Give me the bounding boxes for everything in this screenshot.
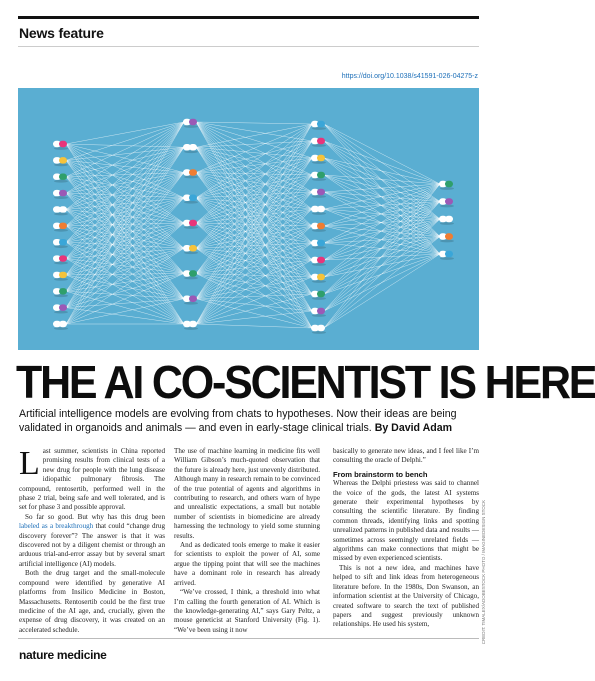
headline: THE AI CO-SCIENTIST IS HERE [16, 356, 595, 409]
section-label: News feature [19, 25, 104, 41]
pill-capsule-icon [311, 308, 326, 317]
paragraph: basically to generate new ideas, and I feel like I’m consulting the oracle of Delphi.” [333, 447, 479, 465]
pill-capsule-icon [311, 172, 326, 181]
pill-capsule-icon [53, 288, 68, 297]
doi-link[interactable]: https://doi.org/10.1038/s41591-026-04275-z [341, 73, 478, 80]
header-divider [18, 46, 479, 47]
paragraph: This is not a new idea, and machines have helped to sift and link ideas from heterogeneous literature before. In the 1980s, Don Swanson, an information scientist at the University of Chicago, created software to search the text of published papers and suggest previously unknown relationships. He used his system, [333, 563, 479, 629]
connection-lines [66, 122, 440, 328]
paragraph: So far so good. But why has this drug been labeled as a breakthrough that could “change drug discovery forever”? The answer is that it was discovered not by a diligent chemist or through an arduous trial-and-error assay but by several smart artificial intelligence (AI) models. [19, 512, 165, 568]
pill-capsule-icon [311, 121, 326, 130]
pill-capsule-icon [53, 141, 68, 150]
pill-capsule-icon [183, 144, 198, 153]
paragraph: “We’ve crossed, I think, a threshold into what I’m calling the fourth generation of AI. Which is the knowledge-generating AI,” says Gary Peltz, a mouse geneticist at Stanford University (Fig. 1). “We’ve been using it now [174, 588, 320, 634]
pill-capsule-icon [183, 270, 198, 279]
pill-capsule-icon [53, 239, 68, 248]
pill-network-illustration [18, 88, 479, 350]
standfirst [19, 408, 479, 435]
pill-capsule-icon [311, 223, 326, 232]
footer-divider [18, 638, 479, 639]
pill-capsule-icon [311, 274, 326, 283]
pill-capsule-icon [311, 189, 326, 198]
paragraph: Last summer, scientists in China reported promising results from clinical tests of a new drug for people with the lung disease idiopathic pulmonary fibrosis. The compound, rentosertib, performed well in the phase 2 trial, being safe and well tolerated, and is set for phase 3 and possible approval. [19, 445, 165, 512]
pill-capsule-icon [183, 169, 198, 178]
pill-capsule-icon [439, 251, 454, 260]
pill-capsule-icon [53, 304, 68, 313]
pill-capsule-icon [183, 321, 198, 330]
pill-capsule-icon [311, 138, 326, 147]
pill-capsule-icon [311, 206, 326, 215]
journal-name: nature medicine [19, 648, 107, 662]
standfirst-text: Artificial intelligence models are evolving from chats to hypotheses. Now their ideas are being validated in organoids and animals — and even in early-stage clinical trials. [19, 408, 457, 434]
body-column-1 [19, 447, 165, 635]
pill-capsule-icon [311, 325, 326, 334]
body-column-2 [174, 447, 320, 635]
paragraph: Both the drug target and the small-molecule compound were identified by generative AI platforms from Insilico Medicine in Boston, Massachusetts. Rentosertib could be the first true medicine of the AI age, and, crucially, given the expense of drug discovery, it was created on an accelerated schedule. [19, 569, 165, 634]
pill-capsule-icon [183, 245, 198, 254]
pill-capsule-icon [311, 291, 326, 300]
pill-capsule-icon [53, 255, 68, 264]
pill-capsule-icon [53, 223, 68, 232]
pill-capsule-icon [439, 216, 454, 225]
pill-capsule-icon [311, 240, 326, 249]
pill-capsule-icon [53, 190, 68, 199]
paragraph: And as dedicated tools emerge to make it easier for scientists to exploit the power of AI, some argue the tipping point that will see the machines have a dominant role in research has already arrived. [174, 541, 320, 587]
drop-cap: L [19, 445, 40, 482]
image-credit: CREDIT: TIMALEX/ADOBESTOCK PHOTO / IMAGINEDESIGN STOCK [481, 500, 486, 645]
pill-capsule-icon [183, 220, 198, 229]
pill-capsule-icon [439, 181, 454, 190]
subheading: From brainstorm to bench [333, 469, 428, 479]
top-rule [18, 16, 479, 19]
pill-capsule-icon [311, 257, 326, 266]
pill-capsule-icon [311, 155, 326, 164]
pill-capsule-icon [53, 157, 68, 166]
breakthrough-link[interactable]: labeled as a breakthrough [19, 522, 94, 531]
hero-image [18, 88, 479, 350]
byline: By David Adam [374, 421, 453, 434]
paragraph: The use of machine learning in medicine fits well William Gibson’s much-quoted observation that the future is already here, just unevenly distributed. Although many in research remain to be convinced of the true potential of agents and algorithms in contributing to research, and others warn of hype and unrealistic expectations, a small but notable number of scientists in biomedicine are already harnessing the technology to yield some stunning results. [174, 447, 320, 540]
pill-capsule-icon [53, 272, 68, 281]
pill-capsule-icon [53, 206, 68, 215]
pill-capsule-icon [439, 233, 454, 242]
pill-capsule-icon [183, 195, 198, 204]
body-column-3 [333, 447, 479, 630]
pill-capsule-icon [439, 198, 454, 207]
pill-capsule-icon [53, 174, 68, 183]
pill-capsule-icon [183, 296, 198, 305]
pill-capsule-icon [53, 321, 68, 330]
paragraph: Whereas the Delphi priestess was said to channel the voice of the gods, the latest AI systems generate their experimental hypotheses by consulting the scientific literature. By finding common threads, identifying links and spotting unrealized patterns in published data and results — sometimes across seemingly unrelated fields — algorithms can make connections that might be missed by even experienced scientists. [333, 479, 479, 563]
pill-capsule-icon [183, 119, 198, 128]
